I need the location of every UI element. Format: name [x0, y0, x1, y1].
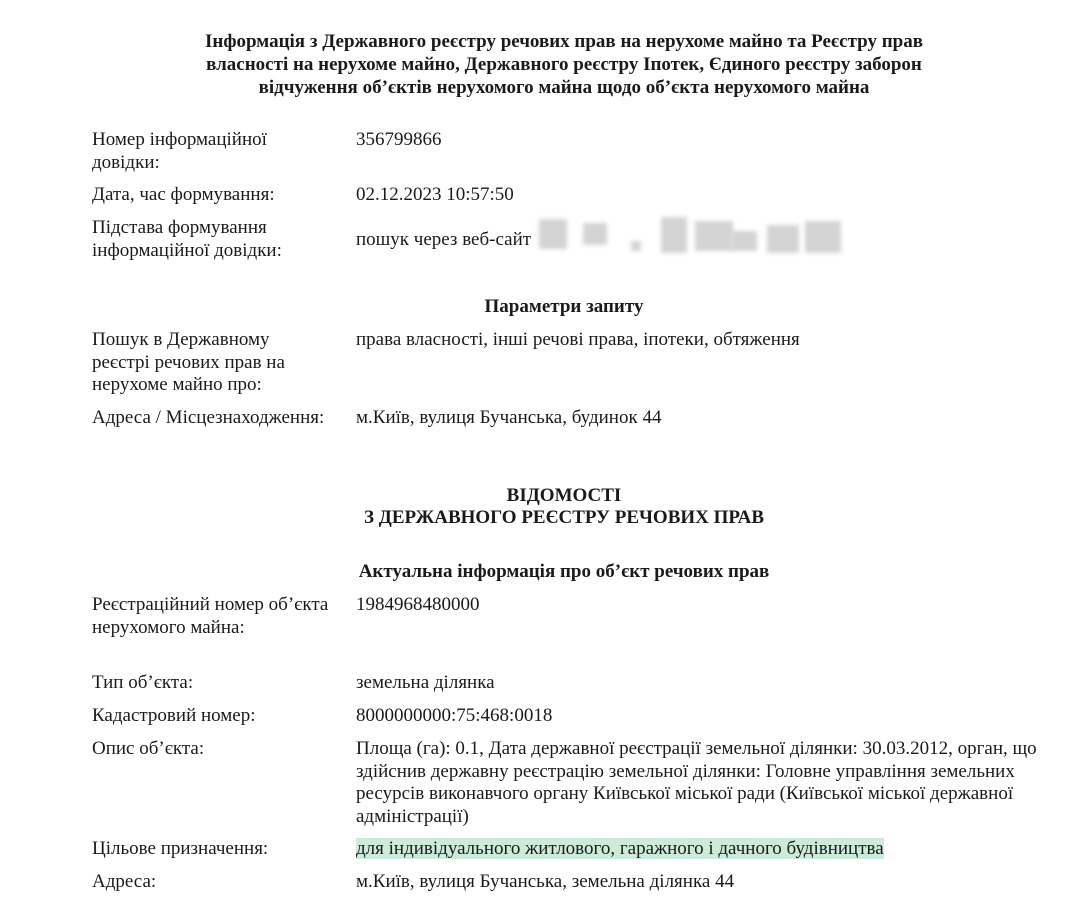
query-address-value: м.Київ, вулиця Бучанська, будинок 44: [356, 407, 662, 428]
query-address-label: Адреса / Місцезнаходження:: [92, 407, 325, 428]
reg-number-value: 1984968480000: [356, 594, 480, 615]
document-title: [120, 30, 1008, 99]
info-number-value: 356799866: [356, 129, 442, 150]
title-line-3: відчуження об’єктів нерухомого майна щодо об’єкта нерухомого майна: [258, 77, 870, 98]
title-line-2: власності на нерухоме майно, Державного реєстру Іпотек, Єдиного реєстру заборон: [206, 54, 922, 75]
purpose-value: для індивідуального житлового, гаражного і дачного будівництва: [356, 838, 884, 859]
object-address-label: Адреса:: [92, 871, 157, 892]
registry-title-line-1: ВІДОМОСТІ: [506, 485, 622, 506]
object-type-label: Тип об’єкта:: [92, 672, 194, 693]
formation-date-value: 02.12.2023 10:57:50: [356, 184, 514, 205]
search-scope-value: права власності, інші речові права, іпотеки, обтяження: [356, 329, 800, 350]
cadastral-value: 8000000000:75:468:0018: [356, 705, 553, 726]
title-line-1: Інформація з Державного реєстру речових прав на нерухоме майно та Реєстру прав: [205, 31, 923, 52]
purpose-value-wrap: [356, 838, 1046, 861]
cadastral-label: Кадастровий номер:: [92, 705, 256, 726]
formation-basis-value: [356, 217, 1046, 261]
info-number-label: Номер інформаційної довідки:: [92, 129, 267, 173]
registry-title: [92, 485, 1036, 529]
purpose-label: Цільове призначення:: [92, 838, 269, 859]
formation-basis-text: пошук через веб-сайт: [356, 229, 532, 250]
query-params-title: Параметри запиту: [484, 296, 644, 317]
formation-basis-label: Підстава формування інформаційної довідки:: [92, 217, 282, 261]
object-type-value: земельна ділянка: [356, 672, 495, 693]
description-value: Площа (га): 0.1, Дата державної реєстрації земельної ділянки: 30.03.2012, орган, що здійснив державну реєстрацію земельної ділянки: Головне управління земельних ресурсів виконавчого органу Київської міської ради (Київської міської державної адміністрації): [356, 738, 1037, 827]
redacted-website: [535, 217, 845, 261]
registry-title-line-2: З ДЕРЖАВНОГО РЕЄСТРУ РЕЧОВИХ ПРАВ: [363, 507, 764, 528]
search-scope-label: Пошук в Державному реєстрі речових прав на нерухоме майно про:: [92, 329, 285, 395]
object-address-value: м.Київ, вулиця Бучанська, земельна ділянка 44: [356, 871, 735, 892]
reg-number-label: Реєстраційний номер об’єкта нерухомого майна:: [92, 594, 329, 638]
formation-date-label: Дата, час формування:: [92, 184, 275, 205]
object-info-title: Актуальна інформація про об’єкт речових прав: [358, 561, 770, 582]
description-label: Опис об’єкта:: [92, 738, 205, 759]
